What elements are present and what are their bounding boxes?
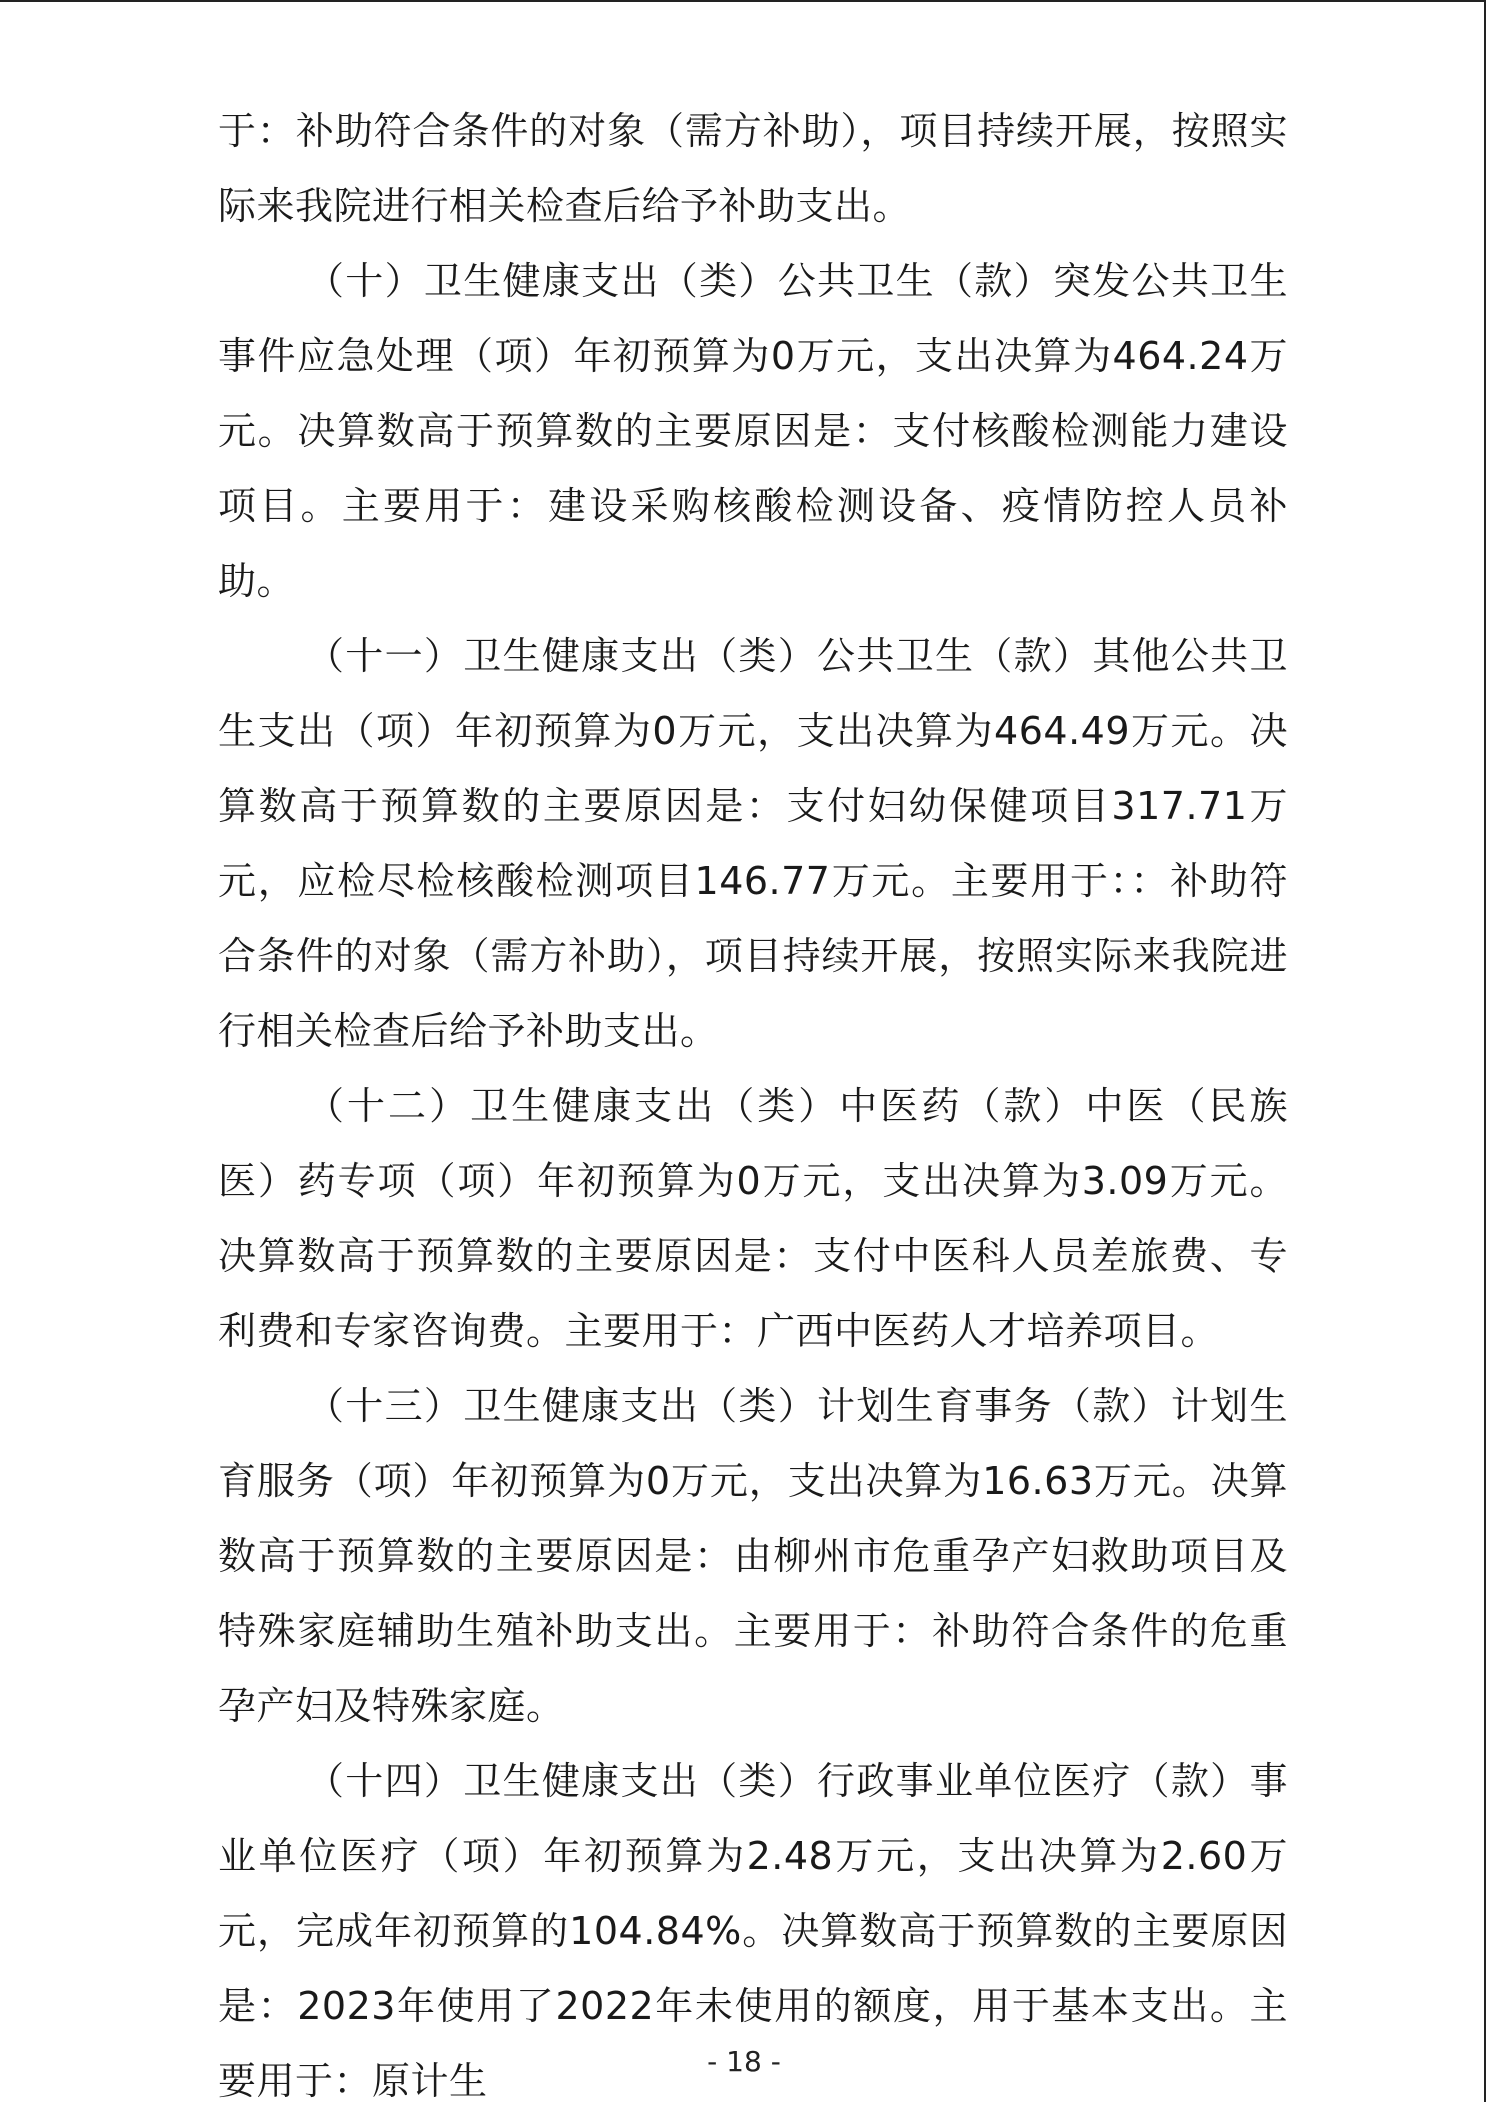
paragraph-continuation: 于：补助符合条件的对象（需方补助），项目持续开展，按照实际来我院进行相关检查后给予补助支出。: [218, 109, 1288, 228]
paragraph-section-14: （十四）卫生健康支出（类）行政事业单位医疗（款）事业单位医疗（项）年初预算为2.48万元，支出决算为2.60万元，完成年初预算的104.84%。决算数高于预算数的主要原因是：2023年使用了2022年未使用的额度，用于基本支出。主要用于：原计生: [218, 1759, 1288, 2103]
paragraph-section-12: （十二）卫生健康支出（类）中医药（款）中医（民族医）药专项（项）年初预算为0万元，支出决算为3.09万元。决算数高于预算数的主要原因是：支付中医科人员差旅费、专利费和专家咨询费。主要用于：广西中医药人才培养项目。: [218, 1084, 1288, 1353]
paragraph-section-10: （十）卫生健康支出（类）公共卫生（款）突发公共卫生事件应急处理（项）年初预算为0万元，支出决算为464.24万元。决算数高于预算数的主要原因是：支付核酸检测能力建设项目。主要用于：建设采购核酸检测设备、疫情防控人员补助。: [218, 259, 1288, 603]
paragraph-section-11: （十一）卫生健康支出（类）公共卫生（款）其他公共卫生支出（项）年初预算为0万元，支出决算为464.49万元。决算数高于预算数的主要原因是：支付妇幼保健项目317.71万元，应检尽检核酸检测项目146.77万元。主要用于：：补助符合条件的对象（需方补助），项目持续开展，按照实际来我院进行相关检查后给予补助支出。: [218, 634, 1288, 1053]
page-number: - 18 -: [707, 2045, 781, 2078]
paragraph-section-13: （十三）卫生健康支出（类）计划生育事务（款）计划生育服务（项）年初预算为0万元，支出决算为16.63万元。决算数高于预算数的主要原因是：由柳州市危重孕产妇救助项目及特殊家庭辅助生殖补助支出。主要用于：补助符合条件的危重孕产妇及特殊家庭。: [218, 1384, 1288, 1728]
document-body: [218, 94, 1288, 2119]
